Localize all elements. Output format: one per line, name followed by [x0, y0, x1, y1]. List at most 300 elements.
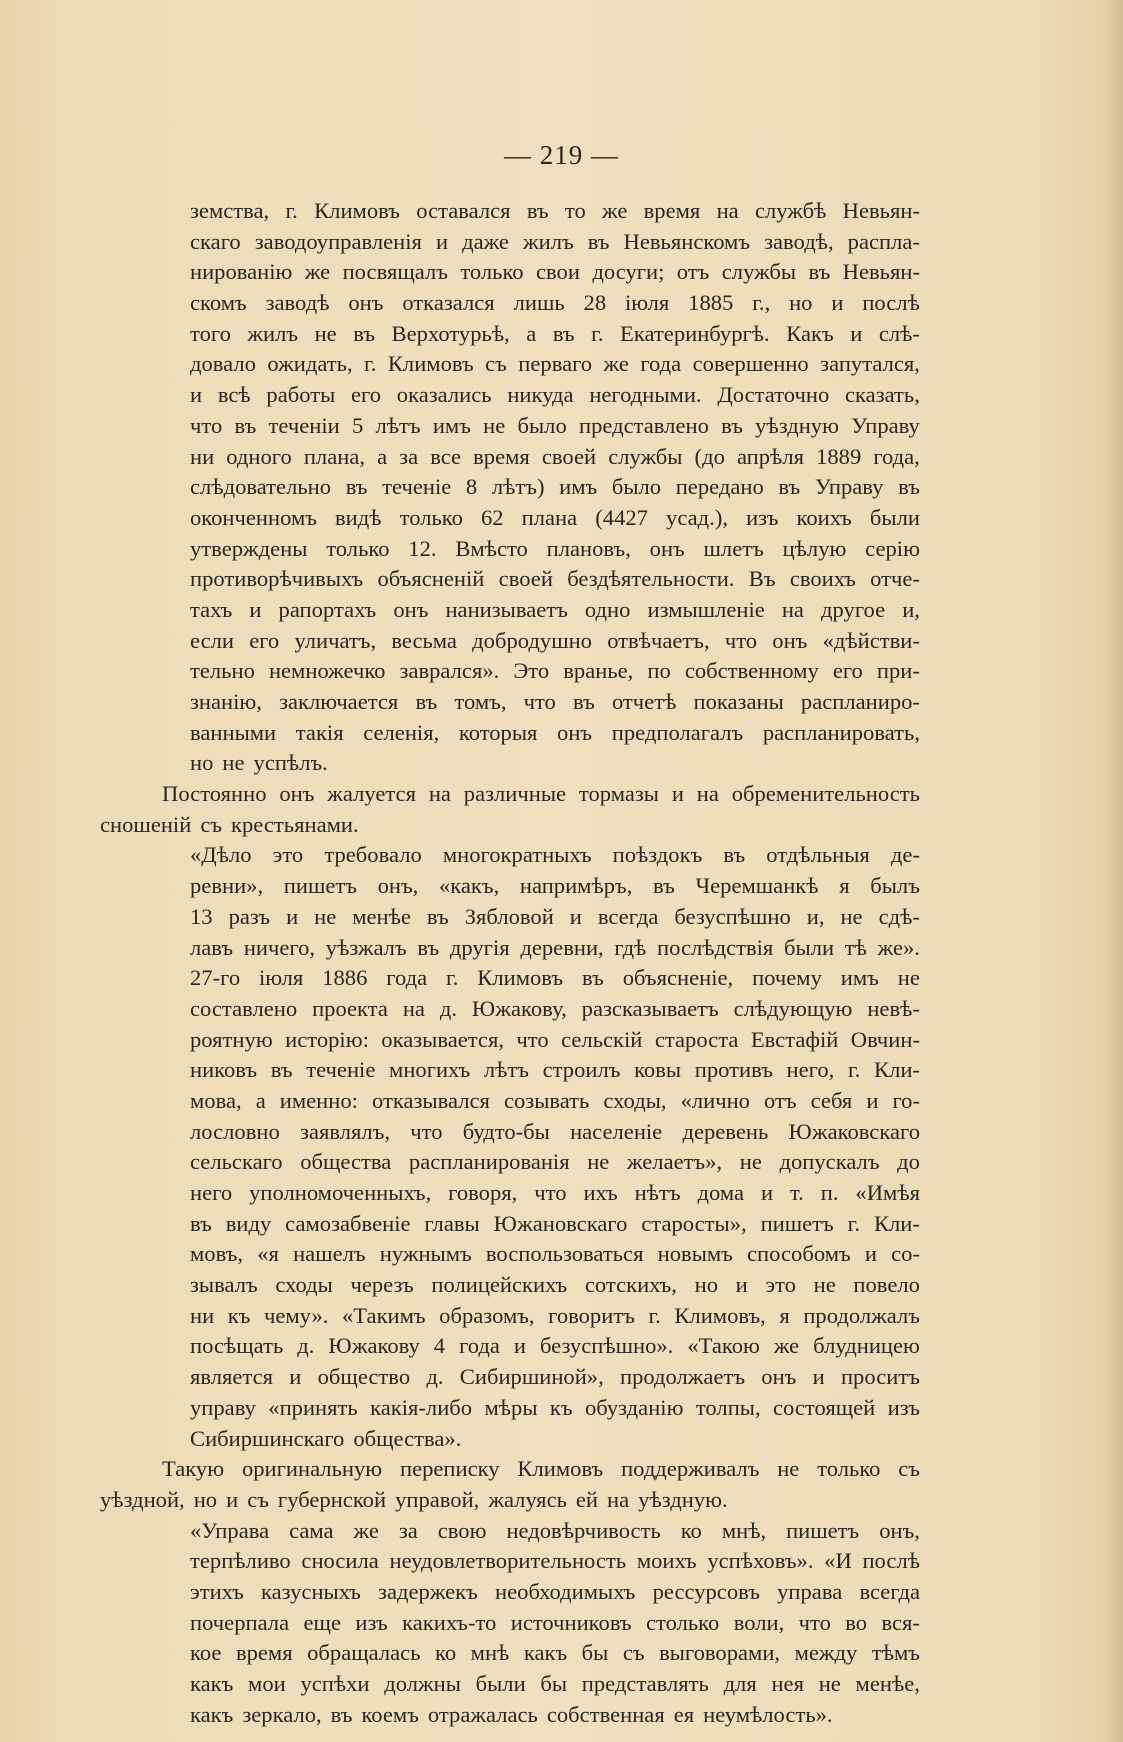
word: него,	[786, 1057, 835, 1083]
word: представлять	[581, 1671, 709, 1696]
word: Управу	[814, 474, 884, 500]
word: только	[817, 1456, 881, 1482]
word: не	[818, 1671, 841, 1696]
word: Климовъ	[517, 1456, 604, 1482]
word: неудовлетворительность	[389, 1548, 627, 1574]
word: состоящей	[773, 1394, 876, 1420]
word: говоритъ	[548, 1302, 635, 1328]
word: тѣ	[844, 934, 867, 960]
word: бы	[581, 1640, 609, 1666]
word: «И	[824, 1548, 852, 1574]
word: селенія,	[363, 719, 440, 745]
word: же	[603, 351, 629, 377]
text-line	[100, 288, 920, 319]
word: главы	[424, 1210, 480, 1236]
word: (до	[694, 443, 725, 469]
word: деревень	[682, 1118, 769, 1144]
text-line	[100, 1638, 920, 1669]
word: 1889	[816, 443, 862, 469]
word: того	[190, 320, 231, 346]
word: отчетѣ	[611, 689, 677, 714]
word: невѣ-	[867, 995, 920, 1021]
word: мова,	[190, 1087, 242, 1113]
word: бездѣятельности.	[567, 566, 735, 592]
word: передано	[675, 474, 764, 500]
word: іюля	[259, 965, 304, 991]
word: управа	[777, 1578, 843, 1604]
word: тельно	[190, 658, 255, 684]
text-line	[100, 1454, 920, 1485]
text-line	[100, 1577, 920, 1608]
word: Постоянно	[162, 781, 267, 807]
word: слѣдовательно	[190, 474, 332, 500]
word: что	[516, 1026, 549, 1052]
word: г.	[446, 965, 459, 991]
word: 62	[480, 504, 504, 530]
word: года	[386, 965, 428, 991]
word: изъ	[746, 504, 779, 530]
word: и	[866, 1087, 879, 1113]
word: требовало	[324, 842, 422, 868]
word: и	[226, 1486, 239, 1512]
word: другія	[449, 934, 510, 960]
word: Климовъ	[314, 198, 400, 223]
word: имъ	[840, 965, 879, 991]
word: г.	[847, 1210, 861, 1236]
word: сходы	[275, 1272, 333, 1298]
word: и	[435, 228, 449, 254]
word: т.	[789, 1180, 804, 1205]
word: вся-	[881, 1609, 920, 1635]
word: оконченномъ	[190, 504, 317, 530]
text-line	[100, 1424, 920, 1455]
text-line	[100, 1147, 920, 1178]
word: другое	[821, 596, 886, 622]
word: я	[839, 873, 850, 899]
word: даже	[462, 228, 509, 254]
word: что	[534, 1180, 567, 1205]
word: въ	[582, 965, 604, 991]
word: продолжалъ	[803, 1302, 920, 1328]
text-line	[100, 472, 920, 503]
word: Вмѣсто	[455, 535, 528, 561]
word: старосты»,	[641, 1210, 747, 1236]
word: заключается	[279, 689, 399, 714]
word: лѣтъ)	[491, 474, 545, 500]
word: д.	[439, 995, 458, 1021]
word: не	[587, 1149, 610, 1175]
word: собственная	[546, 1701, 665, 1727]
word: оригинальную	[241, 1456, 383, 1482]
word: что	[523, 689, 556, 714]
word: Екатеринбургѣ.	[620, 320, 770, 346]
word: исторію:	[285, 1026, 369, 1052]
word: уполномоченныхъ,	[249, 1180, 432, 1205]
word: на	[781, 596, 804, 622]
word: 27-го	[190, 965, 241, 991]
word: населеніе	[570, 1118, 663, 1144]
word: негодными.	[589, 382, 702, 408]
word: Невьян-	[842, 259, 920, 285]
word: а	[526, 320, 537, 346]
word: и	[864, 1241, 877, 1267]
word: и	[286, 903, 299, 929]
word: не	[483, 412, 506, 438]
word: только	[326, 535, 390, 561]
text-line	[100, 1516, 920, 1547]
word: были	[869, 504, 920, 530]
word: весьма	[391, 627, 457, 653]
word: что	[724, 627, 758, 653]
word: составлено	[190, 995, 298, 1021]
word: такія	[295, 719, 344, 745]
word: Невьян-	[842, 198, 920, 223]
text-line	[100, 595, 920, 626]
word: сотскихъ,	[584, 1272, 677, 1298]
word: въ	[270, 1057, 293, 1083]
word: я	[779, 1302, 790, 1328]
text-line	[100, 1086, 920, 1117]
word: жалуется	[327, 781, 416, 807]
word: «Управа	[190, 1517, 270, 1543]
word: но	[789, 290, 813, 316]
word: мнѣ,	[721, 1517, 767, 1543]
word: де-	[890, 842, 920, 868]
word: и,	[902, 596, 920, 622]
word: и	[190, 382, 203, 408]
word: сельскаго	[190, 1149, 283, 1175]
word: обращалась	[307, 1640, 421, 1666]
word: пишетъ	[786, 1517, 860, 1543]
word: Достаточно	[717, 382, 830, 408]
word: Въ	[748, 566, 776, 592]
text-line	[100, 380, 920, 411]
word: нанизываетъ	[445, 596, 568, 622]
word: его	[832, 658, 863, 684]
word: нѣтъ	[634, 1180, 681, 1205]
word: же	[304, 259, 331, 285]
word: всегда	[859, 1578, 920, 1604]
word: ванными	[190, 719, 277, 745]
word: общества».	[353, 1425, 462, 1451]
text-line	[100, 1393, 920, 1424]
word: 13	[190, 903, 213, 929]
word: на	[428, 781, 451, 807]
word: продолжаетъ	[620, 1364, 746, 1390]
word: го-	[892, 1087, 920, 1113]
word: какія-либо	[370, 1394, 473, 1420]
word: и	[569, 903, 582, 929]
text-line	[100, 1608, 920, 1639]
word: не	[314, 320, 337, 346]
text-line	[100, 626, 920, 657]
word: службы	[608, 443, 683, 469]
word: «я	[257, 1241, 279, 1267]
text-line	[100, 902, 920, 933]
word: почерпала	[190, 1609, 290, 1635]
text-line	[100, 1025, 920, 1056]
word: видѣ	[335, 504, 382, 530]
word: это	[272, 842, 304, 868]
word: изъ	[887, 1394, 920, 1420]
word: отдѣльныя	[766, 842, 870, 868]
text-line	[100, 994, 920, 1025]
word: въ	[573, 689, 595, 714]
word: губернской	[277, 1486, 387, 1512]
word: ни	[190, 1302, 215, 1328]
word: если	[190, 627, 234, 653]
word: зывалъ	[190, 1272, 258, 1298]
word: цѣлую	[782, 535, 847, 561]
word: собственному	[684, 658, 819, 684]
word: своей	[498, 566, 553, 592]
word: дома	[697, 1180, 744, 1205]
word: не	[897, 965, 920, 991]
word: Кли-	[874, 1057, 920, 1083]
word: коихъ	[796, 504, 852, 530]
word: ея	[673, 1701, 695, 1727]
word: мѣры	[484, 1394, 538, 1420]
word: заводоуправленія	[254, 228, 422, 254]
word: имъ	[432, 412, 471, 438]
word: онъ,	[879, 1517, 920, 1543]
word: показаны	[693, 689, 784, 714]
word: задержекъ	[378, 1578, 478, 1604]
word: года,	[873, 443, 920, 469]
word: же	[353, 1517, 379, 1543]
word: томъ,	[454, 689, 507, 714]
word: досуги;	[592, 259, 665, 285]
word: менѣе	[352, 903, 411, 929]
word: имъ	[559, 474, 598, 500]
word: оказывается,	[381, 1026, 504, 1052]
word: себя	[810, 1087, 853, 1113]
word: и	[812, 1364, 825, 1390]
word: не	[813, 1272, 836, 1298]
word: поддерживалъ	[621, 1456, 760, 1482]
word: него	[190, 1180, 233, 1205]
word: свою	[437, 1517, 487, 1543]
word: самозабвеніе	[285, 1210, 411, 1236]
word: но	[190, 750, 214, 776]
page-edge-shadow	[1105, 0, 1123, 1742]
word: почему	[752, 965, 822, 991]
word: сносила	[301, 1548, 379, 1574]
word: время	[235, 1640, 293, 1666]
word: отвѣчаетъ,	[607, 627, 710, 653]
word: успѣлъ.	[253, 750, 328, 776]
word: «Такою	[687, 1333, 760, 1359]
word: онъ	[761, 1364, 797, 1390]
text-line	[100, 1209, 920, 1240]
word: въ	[190, 1210, 212, 1236]
word: работы	[266, 382, 336, 408]
text-line	[100, 1669, 920, 1700]
word: добродушно	[472, 627, 592, 653]
word: отъ	[764, 1087, 797, 1113]
word: отказывался	[371, 1087, 490, 1113]
word: староста	[654, 1026, 739, 1052]
word: Сибиршиной»,	[459, 1364, 604, 1390]
word: запутался,	[820, 351, 920, 377]
word: Сибиршинскаго	[190, 1425, 345, 1451]
word: какъ	[190, 1671, 234, 1696]
word: ихъ	[583, 1180, 618, 1205]
word: проекта	[312, 995, 388, 1021]
word: воспользоваться	[485, 1241, 644, 1267]
word: измышленіе	[647, 596, 765, 622]
word: никовъ	[190, 1057, 258, 1083]
word: теченіи	[268, 412, 340, 438]
word: Южакову	[328, 1333, 420, 1359]
word: шлетъ	[703, 535, 764, 561]
word: нея	[771, 1671, 804, 1696]
word: онъ	[348, 290, 384, 316]
word: послѣ	[862, 290, 920, 316]
word: г.,	[752, 290, 771, 316]
word: службѣ	[754, 198, 827, 223]
text-line	[100, 1700, 920, 1731]
word: на	[716, 198, 739, 223]
word: тѣмъ	[871, 1640, 920, 1666]
word: «принять	[268, 1394, 358, 1420]
word: въ	[721, 412, 743, 438]
word: управу	[190, 1394, 256, 1420]
word: поѣздокъ	[612, 842, 703, 868]
word: сельскій	[561, 1026, 643, 1052]
word: сдѣ-	[878, 903, 920, 929]
word: до	[897, 1149, 920, 1175]
word: образомъ,	[439, 1302, 535, 1328]
word: уѣзжалъ	[325, 934, 407, 960]
word: за	[399, 443, 419, 469]
word: жилъ	[247, 320, 299, 346]
word: службы	[721, 259, 797, 285]
word: ожидать,	[267, 351, 353, 377]
word: уличатъ,	[294, 627, 377, 653]
word: блудницею	[813, 1333, 920, 1359]
word: въ	[353, 320, 376, 346]
word: Управу	[851, 412, 920, 438]
text-line	[100, 748, 920, 779]
word: онъ,	[377, 873, 419, 899]
word: въ	[808, 259, 831, 285]
word: онъ	[393, 596, 429, 622]
word: чему».	[263, 1302, 329, 1328]
word: съ	[200, 811, 223, 837]
word: 4	[433, 1333, 446, 1359]
text-line	[100, 196, 920, 227]
word: а	[255, 1087, 266, 1113]
word: 8	[465, 474, 478, 500]
word: объясненіе,	[622, 965, 734, 991]
word: сходы,	[603, 1087, 667, 1113]
word: разсказываетъ	[581, 995, 719, 1021]
word: желаетъ»,	[626, 1149, 723, 1175]
word: въ	[426, 903, 449, 929]
word: же	[773, 1333, 800, 1359]
word: пишетъ	[760, 1210, 834, 1236]
word: апрѣля	[736, 443, 804, 469]
word: на	[402, 995, 425, 1021]
word: общества	[300, 1149, 392, 1175]
word: къ	[549, 1394, 573, 1420]
word: довало	[190, 351, 256, 377]
word: въ	[898, 474, 920, 500]
text-line	[100, 442, 920, 473]
word: никуда	[507, 382, 574, 408]
word: недовѣрчивость	[506, 1517, 661, 1543]
text-line	[100, 1178, 920, 1209]
word: 1886	[322, 965, 368, 991]
word: допускалъ	[779, 1149, 880, 1175]
word: «Такимъ	[342, 1302, 426, 1328]
word: распланиро-	[800, 689, 920, 714]
word: противъ	[694, 1057, 773, 1083]
word: распланированія	[408, 1149, 570, 1175]
word: и	[760, 1180, 774, 1205]
word: именно:	[279, 1087, 358, 1113]
word: успѣхи	[300, 1671, 370, 1696]
word: терпѣливо	[190, 1548, 291, 1574]
word: для	[723, 1671, 757, 1696]
word: нужнымъ	[379, 1241, 472, 1267]
word: же	[602, 198, 628, 223]
word: 28	[583, 290, 607, 316]
word: лѣтъ	[375, 412, 421, 438]
word: въ	[552, 320, 575, 346]
word: управой,	[395, 1486, 480, 1512]
word: говоря,	[448, 1180, 518, 1205]
word: Климовъ,	[674, 1302, 766, 1328]
word: необходимыхъ	[495, 1578, 636, 1604]
word: своихъ	[789, 566, 856, 592]
word: безуспѣшно».	[539, 1333, 674, 1359]
word: толпы,	[695, 1394, 761, 1420]
word: онъ	[279, 781, 315, 807]
word: время	[473, 443, 530, 469]
word: и	[289, 1364, 302, 1390]
word: слѣ-	[878, 320, 920, 346]
word: теченіе	[382, 474, 452, 500]
word: 5	[351, 412, 364, 438]
word: это	[765, 1272, 796, 1298]
text-line	[100, 1055, 920, 1086]
word: должны	[384, 1671, 461, 1696]
word: Верхотурьѣ,	[391, 320, 510, 346]
word: многихъ	[389, 1057, 471, 1083]
word: было	[611, 474, 662, 500]
word: Южакову,	[471, 995, 567, 1021]
text-line	[100, 687, 920, 718]
word: жалуясь	[488, 1486, 567, 1512]
word: на	[607, 1486, 630, 1512]
word: утверждены	[190, 535, 308, 561]
word: лавъ	[190, 934, 234, 960]
text-line	[100, 810, 920, 841]
word: «лично	[680, 1087, 750, 1113]
word: этихъ	[190, 1578, 244, 1604]
text-line	[100, 933, 920, 964]
word: его	[351, 382, 382, 408]
text-line	[100, 227, 920, 258]
word: же».	[877, 934, 920, 960]
word: что	[798, 1609, 831, 1635]
word: Невьянскомъ	[623, 228, 751, 254]
word: будто-бы	[462, 1118, 550, 1144]
word: не	[314, 903, 337, 929]
word: крестьянами.	[231, 811, 359, 837]
